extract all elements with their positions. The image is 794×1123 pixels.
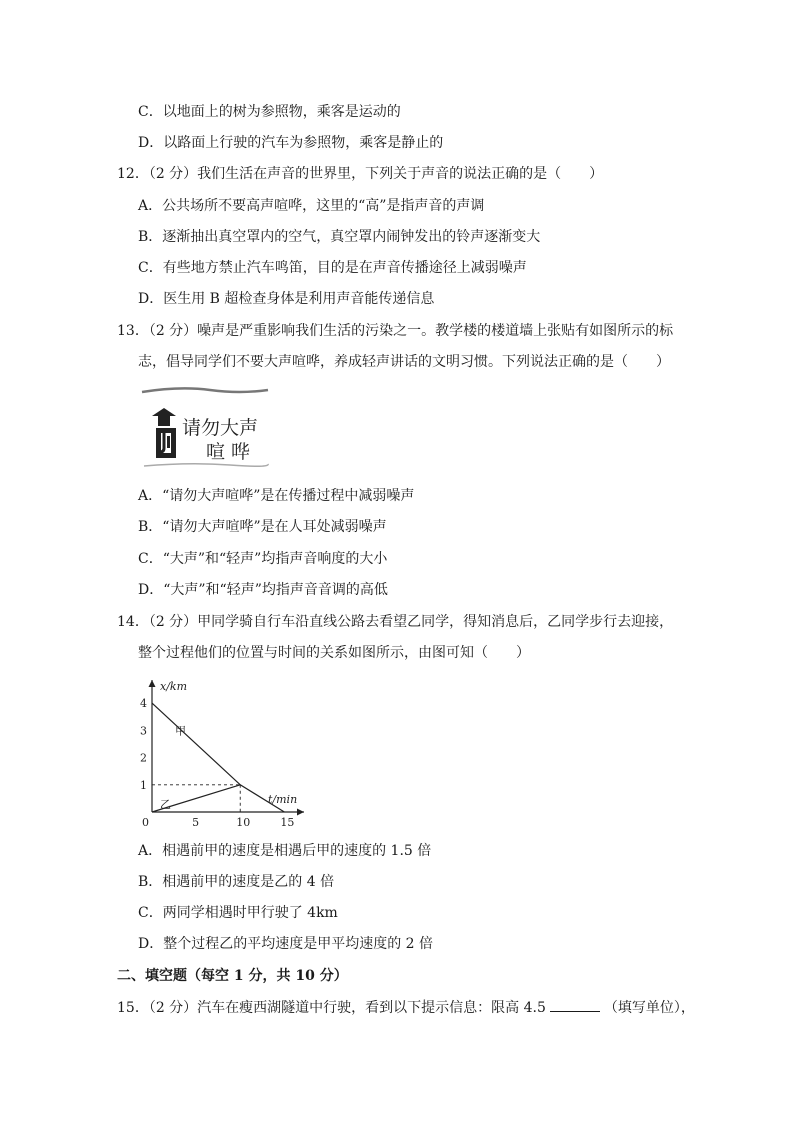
q12-stem: 12．（2 分）我们生活在声音的世界里，下列关于声音的说法正确的是（ ） bbox=[117, 166, 604, 182]
sign-text-line2: 喧 哗 bbox=[206, 441, 251, 463]
q14-stem-line1: 14．（2 分）甲同学骑自行车沿直线公路去看望乙同学，得知消息后，乙同学步行去迎接， bbox=[117, 614, 674, 630]
q15-stem-after: （填写单位）， bbox=[603, 1000, 695, 1016]
answer-blank[interactable] bbox=[550, 997, 600, 1012]
q15-stem-before: 15．（2 分）汽车在瘦西湖隧道中行驶，看到以下提示信息：限高 4.5 bbox=[117, 1000, 546, 1016]
section-title: 二、填空题（每空 1 分，共 10 分） bbox=[117, 968, 348, 984]
y-tick-label: 4 bbox=[140, 697, 147, 711]
q14-option-a: A．相遇前甲的速度是相遇后甲的速度的 1.5 倍 bbox=[138, 843, 432, 859]
q14-option-b: B．相遇前甲的速度是乙的 4 倍 bbox=[138, 874, 335, 890]
q14-option-d: D．整个过程乙的平均速度是甲平均速度的 2 倍 bbox=[138, 936, 434, 952]
q12-option-c: C．有些地方禁止汽车鸣笛，目的是在声音传播途径上减弱噪声 bbox=[138, 260, 527, 276]
q11-option-d: D．以路面上行驶的汽车为参照物，乘客是静止的 bbox=[138, 135, 444, 151]
q13-stem-line2: 志，倡导同学们不要大声喧哗，养成轻声讲话的文明习惯。下列说法正确的是（ ） bbox=[138, 354, 670, 370]
q11-option-c: C．以地面上的树为参照物，乘客是运动的 bbox=[138, 104, 401, 120]
x-tick-label: 15 bbox=[280, 816, 295, 829]
y-tick-label: 3 bbox=[140, 724, 147, 738]
quiet-sign-image bbox=[140, 386, 270, 468]
series-line-jia bbox=[152, 703, 284, 812]
y-axis-label: x/km bbox=[160, 680, 188, 693]
x-tick-label: 0 bbox=[142, 816, 149, 829]
series-label-jia: 甲 bbox=[174, 724, 186, 738]
q12-option-d: D．医生用 B 超检查身体是利用声音能传递信息 bbox=[138, 291, 435, 307]
position-time-chart bbox=[132, 672, 312, 832]
q13-option-d: D．“大声”和“轻声”均指声音音调的高低 bbox=[138, 582, 388, 598]
y-tick-label: 2 bbox=[140, 751, 147, 765]
q13-option-a: A．“请勿大声喧哗”是在传播过程中减弱噪声 bbox=[138, 488, 415, 504]
q15-stem bbox=[117, 997, 695, 1018]
x-tick-label: 5 bbox=[192, 816, 200, 829]
q12-option-b: B．逐渐抽出真空罩内的空气，真空罩内闹钟发出的铃声逐渐变大 bbox=[138, 229, 541, 245]
y-tick-label: 1 bbox=[140, 778, 147, 792]
x-tick-label: 10 bbox=[236, 816, 251, 829]
q13-option-b: B．“请勿大声喧哗”是在人耳处减弱噪声 bbox=[138, 519, 387, 535]
quiet-person-icon bbox=[152, 408, 176, 458]
q14-option-c: C．两同学相遇时甲行驶了 4km bbox=[138, 905, 338, 921]
q12-option-a: A．公共场所不要高声喧哗，这里的“高”是指声音的声调 bbox=[138, 198, 485, 214]
series-label-yi: 乙 bbox=[159, 797, 171, 811]
sign-text-line1: 请勿大声 bbox=[182, 417, 259, 439]
q13-stem-line1: 13．（2 分）噪声是严重影响我们生活的污染之一。教学楼的楼道墙上张贴有如图所示的标 bbox=[117, 323, 674, 339]
x-axis-label: t/min bbox=[268, 793, 298, 806]
q14-stem-line2: 整个过程他们的位置与时间的关系如图所示，由图可知（ ） bbox=[138, 645, 530, 661]
q13-option-c: C．“大声”和“轻声”均指声音响度的大小 bbox=[138, 551, 388, 567]
